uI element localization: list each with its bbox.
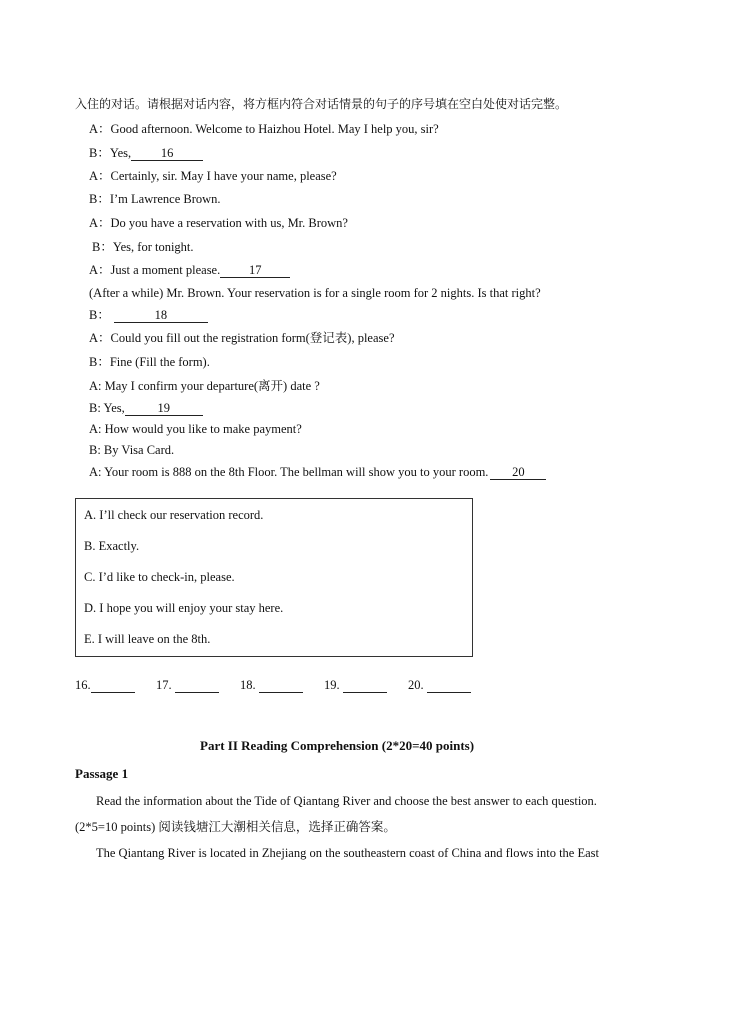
passage-title: Passage 1 — [75, 766, 129, 781]
intro-text: 入住的对话。请根据对话内容，将方框内符合对话情景的句子的序号填在空白处使对话完整。 — [75, 97, 568, 111]
dialogue-line: B: By Visa Card. — [89, 443, 175, 457]
dialogue-line: A: Your room is 888 on the 8th Floor. The bellman will show you to your room. 20 — [89, 464, 546, 480]
answer-20: 20. — [408, 677, 471, 693]
answer-blank[interactable]: 18 — [114, 308, 208, 323]
dialogue-line: (After a while) Mr. Brown. Your reservation is for a single room for 2 nights. Is that right? — [89, 286, 541, 300]
dialogue-line: A: How would you like to make payment? — [89, 422, 302, 436]
answer-18: 18. — [240, 677, 303, 693]
answer-blank[interactable] — [175, 678, 219, 693]
answer-blank[interactable]: 16 — [131, 146, 203, 161]
dialogue-line: B： 18 — [89, 307, 208, 323]
passage-line-1: The Qiantang River is located in Zhejiang on the southeastern coast of China and flows into the East — [96, 846, 599, 860]
instruction-line-1: Read the information about the Tide of Qiantang River and choose the best answer to each question. — [96, 794, 597, 808]
dialogue-line: A: May I confirm your departure(离开) date ? — [89, 379, 320, 393]
dialogue-line: B：I’m Lawrence Brown. — [89, 192, 221, 206]
answer-blank[interactable] — [259, 678, 303, 693]
dialogue-line: A：Good afternoon. Welcome to Haizhou Hotel. May I help you, sir? — [89, 122, 439, 136]
dialogue-line: B: Yes, 19 — [89, 400, 203, 416]
option-d: D. I hope you will enjoy your stay here. — [84, 601, 284, 615]
option-c: C. I’d like to check-in, please. — [84, 570, 235, 584]
answer-19: 19. — [324, 677, 387, 693]
answer-blank[interactable]: 17 — [220, 263, 290, 278]
options-box — [75, 498, 473, 657]
option-e: E. I will leave on the 8th. — [84, 632, 211, 646]
part-title: Part II Reading Comprehension (2*20=40 points) — [200, 738, 475, 753]
answer-blank[interactable]: 20 — [490, 465, 546, 480]
dialogue-line: A：Could you fill out the registration form(登记表), please? — [89, 331, 395, 345]
answer-16: 16. — [75, 677, 135, 693]
answer-blank[interactable] — [343, 678, 387, 693]
option-b: B. Exactly. — [84, 539, 140, 553]
dialogue-line: A：Just a moment please. 17 — [89, 262, 290, 278]
answer-17: 17. — [156, 677, 219, 693]
answer-blank[interactable]: 19 — [125, 401, 203, 416]
dialogue-line: A：Do you have a reservation with us, Mr. Brown? — [89, 216, 348, 230]
answer-blank[interactable] — [91, 678, 135, 693]
dialogue-line: B：Yes, for tonight. — [92, 240, 194, 254]
dialogue-line: B：Fine (Fill the form). — [89, 355, 210, 369]
instruction-line-2: (2*5=10 points) 阅读钱塘江大潮相关信息，选择正确答案。 — [75, 820, 396, 834]
option-a: A. I’ll check our reservation record. — [84, 508, 264, 522]
answer-blank[interactable] — [427, 678, 471, 693]
dialogue-line: B：Yes, 16 — [89, 145, 203, 161]
dialogue-line: A：Certainly, sir. May I have your name, please? — [89, 169, 337, 183]
